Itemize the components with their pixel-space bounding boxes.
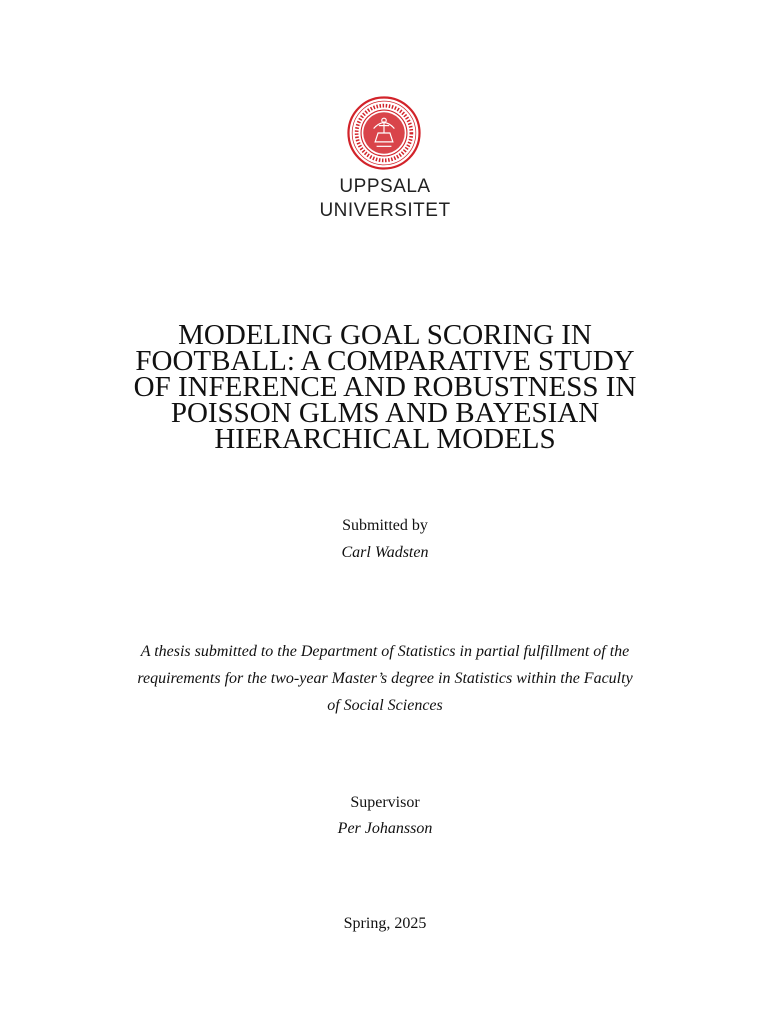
- statement-line: requirements for the two-year Master’s degree in Statistics within the Faculty: [137, 670, 633, 687]
- submitted-by-label: Submitted by: [342, 517, 428, 534]
- title-line: MODELING GOAL SCORING IN: [178, 319, 592, 351]
- statement-line: of Social Sciences: [327, 697, 443, 714]
- title-line: POISSON GLMS AND BAYESIAN: [170, 397, 600, 429]
- title-line: HIERARCHICAL MODELS: [214, 423, 556, 455]
- supervisor-name: Per Johansson: [337, 820, 433, 837]
- university-name-line-1: UPPSALA: [339, 176, 431, 197]
- university-name-line-2: UNIVERSITET: [319, 200, 451, 221]
- title-line: FOOTBALL: A COMPARATIVE STUDY: [135, 345, 635, 377]
- submission-date: Spring, 2025: [343, 915, 427, 932]
- supervisor-label: Supervisor: [350, 794, 420, 811]
- university-seal-icon: [347, 96, 421, 170]
- thesis-statement: [90, 638, 680, 719]
- title-line: OF INFERENCE AND ROBUSTNESS IN: [133, 371, 637, 403]
- thesis-title: [90, 319, 680, 455]
- statement-line: A thesis submitted to the Department of Statistics in partial fulfillment of the: [140, 643, 630, 660]
- author-name: Carl Wadsten: [341, 544, 429, 561]
